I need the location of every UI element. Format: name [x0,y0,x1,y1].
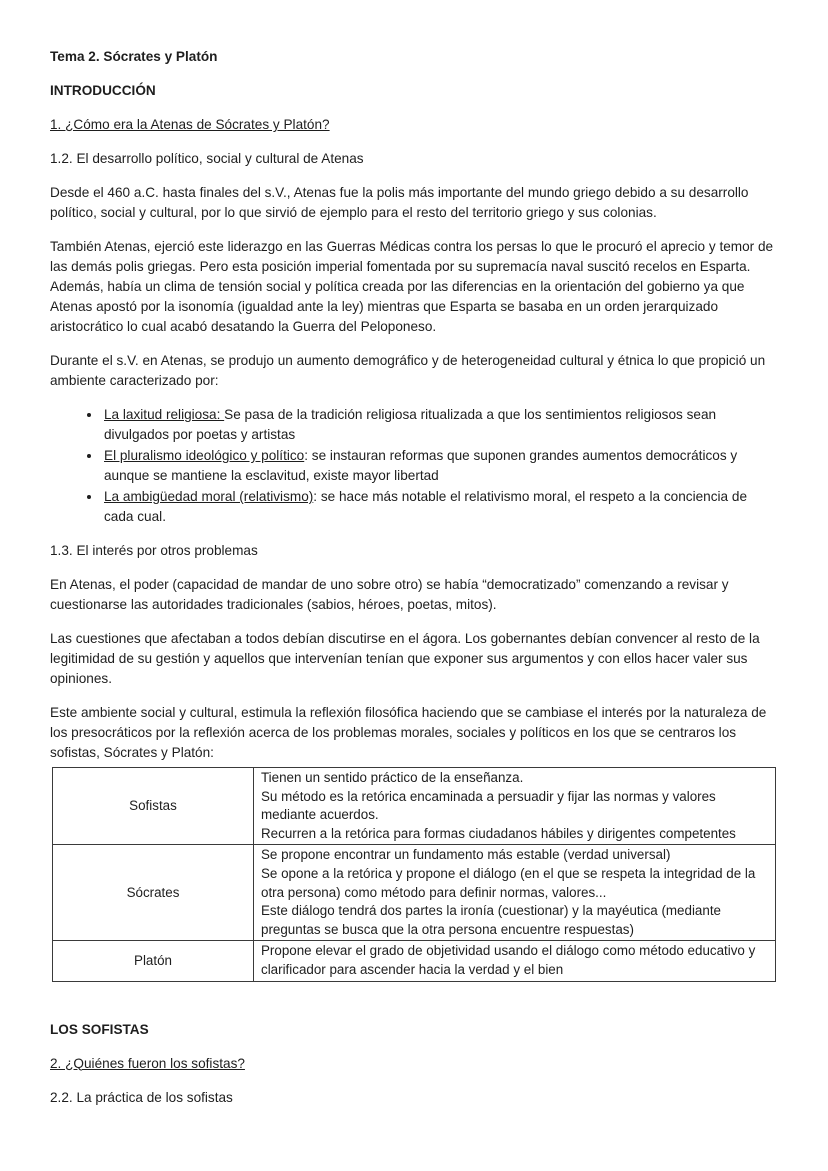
table-cell-name: Sócrates [53,845,254,941]
heading-introduccion: INTRODUCCIÓN [50,83,156,98]
heading-question-1 [50,115,778,135]
table-row-platon [53,941,776,981]
list-item-pluralismo [102,446,778,486]
description-line: Recurren a la retórica para formas ciudadanos hábiles y dirigentes competentes [261,825,736,841]
table-row-socrates [53,845,776,941]
subheading-1-2: 1.2. El desarrollo político, social y cultural de Atenas [50,151,364,166]
heading-los-sofistas: LOS SOFISTAS [50,1021,149,1037]
bullet-rest: Se pasa de la tradición religiosa ritualizada a que los sentimientos religiosos sean divulgados por poetas y artistas [104,407,717,442]
bullet-lead: La laxitud religiosa: [104,407,225,422]
table-cell-name: Sofistas [53,768,254,845]
bullet-lead: La ambigüedad moral (relativismo) [104,489,314,504]
table-row-sofistas [53,768,776,845]
table-cell-description [254,768,776,845]
heading-question-2 [50,1054,778,1074]
heading-question-2-text: 2. ¿Quiénes fueron los sofistas? [50,1055,245,1071]
description-line: Se opone a la retórica y propone el diálogo (en el que se respeta la integridad de la otra persona) como método para definir normas, valores... [261,865,756,900]
paragraph-reflexion: Este ambiente social y cultural, estimula la reflexión filosófica haciendo que se cambiase el interés por la naturaleza de los presocráticos por la reflexión acerca de los problemas morales, sociales y políticos en los que se centraros los sofistas, Sócrates y Platón: [50,705,767,760]
description-line: Su método es la retórica encaminada a persuadir y fijar las normas y valores mediante acuerdos. [261,788,716,823]
table-cell-description [254,941,776,981]
philosophers-comparison-table [52,767,776,982]
bullet-lead: El pluralismo ideológico y político [104,448,305,463]
subheading-2-2: 2.2. La práctica de los sofistas [50,1089,233,1105]
bullet-rest: : se hace más notable el relativismo moral, el respeto a la conciencia de cada cual. [104,489,748,524]
list-item-laxitud-religiosa [102,405,778,445]
paragraph-poder: En Atenas, el poder (capacidad de mandar de uno sobre otro) se había “democratizado” comenzando a revisar y cuestionarse las autoridades tradicionales (sabios, héroes, poetas, mitos). [50,577,729,612]
doc-title: Tema 2. Sócrates y Platón [50,49,218,64]
paragraph-agora: Las cuestiones que afectaban a todos debían discutirse en el ágora. Los gobernantes debían convencer al resto de la legitimidad de su gestión y aquellos que intervenían tenían que exponer sus argumentos y con ellos hacer valer sus opiniones. [50,631,760,686]
table-cell-name: Platón [53,941,254,981]
table-cell-description [254,845,776,941]
subheading-1-3: 1.3. El interés por otros problemas [50,543,258,558]
description-line: Propone elevar el grado de objetividad usando el diálogo como método educativo y clarificador para ascender hacia la verdad y el bien [261,943,756,977]
list-item-ambiguedad-moral [102,487,778,527]
description-line: Se propone encontrar un fundamento más estable (verdad universal) [261,847,671,863]
heading-question-1-text: 1. ¿Cómo era la Atenas de Sócrates y Platón? [50,117,330,132]
ambiente-bullet-list [50,405,778,527]
paragraph-desarrollo: Desde el 460 a.C. hasta finales del s.V., Atenas fue la polis más importante del mundo griego debido a su desarrollo político, social y cultural, por lo que sirvió de ejemplo para el resto del territorio griego y sus colonias. [50,185,749,220]
bullet-rest: : se instauran reformas que suponen grandes aumentos democráticos y aunque se mantiene la esclavitud, existe mayor libertad [104,448,738,483]
description-line: Este diálogo tendrá dos partes la ironía (cuestionar) y la mayéutica (mediante preguntas se busca que la otra persona encuentre respuestas) [261,903,721,937]
description-line: Tienen un sentido práctico de la enseñanza. [261,770,524,785]
paragraph-ambiente: Durante el s.V. en Atenas, se produjo un aumento demográfico y de heterogeneidad cultural y étnica lo que propició un ambiente caracterizado por: [50,353,766,388]
paragraph-liderazgo: También Atenas, ejerció este liderazgo en las Guerras Médicas contra los persas lo que le procuró el aprecio y temor de las demás polis griegas. Pero esta posición imperial fomentada por su supremacía naval suscitó recelos en Esparta. Además, había un clima de tensión social y política creada por las diferencias en la orientación del gobierno ya que Atenas apostó por la isonomía (igualdad ante la ley) mientras que Esparta se basaba en un orden jerarquizado aristocrático lo cual acabó desatando la Guerra del Peloponeso. [50,239,774,334]
